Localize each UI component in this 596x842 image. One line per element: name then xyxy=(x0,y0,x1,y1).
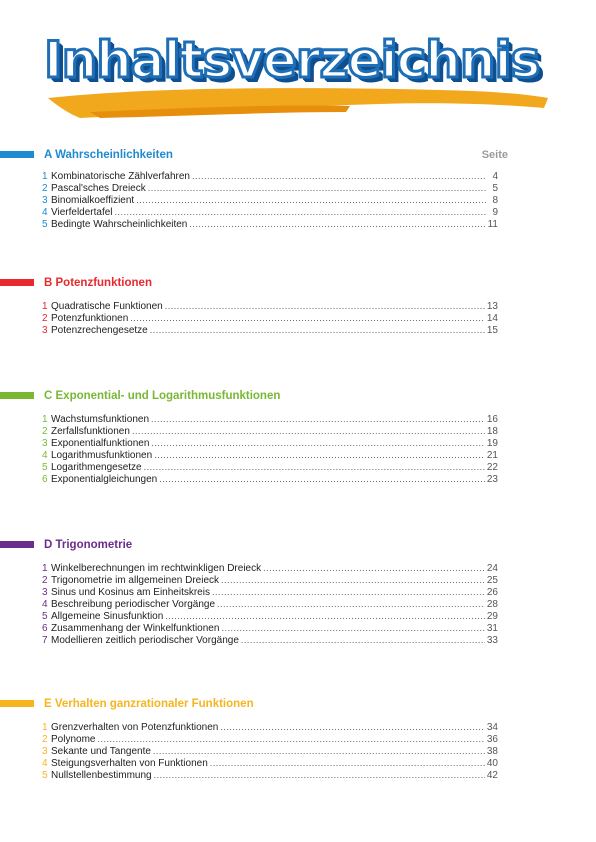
entry-label: Logarithmusfunktionen xyxy=(51,450,153,461)
entry-number: 5 xyxy=(42,611,48,622)
toc-entry[interactable] xyxy=(42,473,498,485)
section-header xyxy=(0,697,596,713)
entry-list xyxy=(0,413,596,485)
dot-leader xyxy=(130,312,485,324)
dot-leader xyxy=(165,300,485,312)
section-color-bar xyxy=(0,541,34,548)
section-color-bar xyxy=(0,392,34,399)
section-color-bar xyxy=(0,279,34,286)
entry-number: 6 xyxy=(42,474,48,485)
entry-number: 3 xyxy=(42,587,48,598)
entry-list xyxy=(0,170,596,230)
section-header xyxy=(0,389,596,405)
dot-leader xyxy=(241,634,485,646)
entry-page-number: 9 xyxy=(492,207,498,218)
toc-entry[interactable] xyxy=(42,733,498,745)
dot-leader xyxy=(153,745,485,757)
section-header xyxy=(0,276,596,292)
dot-leader xyxy=(97,733,484,745)
entry-label: Beschreibung periodischer Vorgänge xyxy=(51,599,215,610)
section-title: D Trigonometrie xyxy=(44,539,133,551)
toc-entry[interactable] xyxy=(42,586,498,598)
dot-leader xyxy=(159,473,485,485)
entry-page-number: 4 xyxy=(492,171,498,182)
toc-section xyxy=(0,276,596,336)
entry-label: Trigonometrie im allgemeinen Dreieck xyxy=(51,575,220,586)
toc-entry[interactable] xyxy=(42,610,498,622)
section-title: A Wahrscheinlichkeiten xyxy=(44,149,173,161)
entry-label: Sinus und Kosinus am Einheitskreis xyxy=(51,587,210,598)
entry-number: 3 xyxy=(42,438,48,449)
toc-entry[interactable] xyxy=(42,461,498,473)
entry-label: Exponentialfunktionen xyxy=(51,438,150,449)
entry-number: 5 xyxy=(42,219,48,230)
entry-page-number: 25 xyxy=(486,575,498,586)
entry-list xyxy=(0,562,596,646)
entry-label: Allgemeine Sinusfunktion xyxy=(51,611,164,622)
dot-leader xyxy=(151,413,485,425)
toc-entry[interactable] xyxy=(42,622,498,634)
entry-page-number: 24 xyxy=(486,563,498,574)
entry-number: 2 xyxy=(42,313,48,324)
entry-page-number: 34 xyxy=(486,722,498,733)
entry-label: Steigungsverhalten von Funktionen xyxy=(51,758,208,769)
toc-entry[interactable] xyxy=(42,437,498,449)
dot-leader xyxy=(220,721,485,733)
toc-entry[interactable] xyxy=(42,769,498,781)
toc-entry[interactable] xyxy=(42,300,498,312)
dot-leader xyxy=(115,206,486,218)
entry-number: 4 xyxy=(42,599,48,610)
entry-number: 4 xyxy=(42,758,48,769)
entry-page-number: 42 xyxy=(486,770,498,781)
entry-number: 4 xyxy=(42,207,48,218)
section-title: B Potenzfunktionen xyxy=(44,277,152,289)
entry-page-number: 29 xyxy=(486,611,498,622)
entry-page-number: 16 xyxy=(486,414,498,425)
entry-number: 4 xyxy=(42,450,48,461)
entry-number: 2 xyxy=(42,734,48,745)
toc-entry[interactable] xyxy=(42,312,498,324)
toc-entry[interactable] xyxy=(42,745,498,757)
toc-entry[interactable] xyxy=(42,206,498,218)
toc-entry[interactable] xyxy=(42,218,498,230)
entry-number: 6 xyxy=(42,623,48,634)
entry-label: Nullstellenbestimmung xyxy=(51,770,152,781)
entry-label: Potenzrechengesetze xyxy=(51,325,148,336)
dot-leader xyxy=(212,586,485,598)
dot-leader xyxy=(144,461,485,473)
entry-page-number: 19 xyxy=(486,438,498,449)
toc-section xyxy=(0,389,596,485)
dot-leader xyxy=(154,769,485,781)
toc-section xyxy=(0,148,596,230)
entry-label: Exponentialgleichungen xyxy=(51,474,158,485)
dot-leader xyxy=(192,170,486,182)
page-title: Inhaltsverzeichnis xyxy=(44,31,540,89)
dot-leader xyxy=(151,437,484,449)
dot-leader xyxy=(263,562,485,574)
toc-entry[interactable] xyxy=(42,182,498,194)
toc-entry[interactable] xyxy=(42,634,498,646)
entry-number: 1 xyxy=(42,301,48,312)
entry-label: Sekante und Tangente xyxy=(51,746,151,757)
entry-number: 3 xyxy=(42,746,48,757)
toc-entry[interactable] xyxy=(42,170,498,182)
toc-entry[interactable] xyxy=(42,562,498,574)
entry-label: Vierfeldertafel xyxy=(51,207,113,218)
entry-page-number: 21 xyxy=(486,450,498,461)
entry-label: Kombinatorische Zählverfahren xyxy=(51,171,190,182)
entry-number: 2 xyxy=(42,183,48,194)
toc-entry[interactable] xyxy=(42,324,498,336)
entry-number: 2 xyxy=(42,575,48,586)
entry-number: 2 xyxy=(42,426,48,437)
title-banner xyxy=(20,28,560,118)
dot-leader xyxy=(148,182,486,194)
entry-page-number: 22 xyxy=(486,462,498,473)
entry-label: Grenzverhalten von Potenzfunktionen xyxy=(51,722,219,733)
entry-label: Wachstumsfunktionen xyxy=(51,414,150,425)
entry-label: Potenzfunktionen xyxy=(51,313,129,324)
entry-label: Pascal'sches Dreieck xyxy=(51,183,146,194)
entry-list xyxy=(0,721,596,781)
dot-leader xyxy=(221,622,484,634)
entry-page-number: 23 xyxy=(486,474,498,485)
dot-leader xyxy=(136,194,486,206)
entry-number: 1 xyxy=(42,414,48,425)
entry-label: Binomialkoeffizient xyxy=(51,195,135,206)
entry-page-number: 26 xyxy=(486,587,498,598)
dot-leader xyxy=(150,324,485,336)
entry-label: Bedingte Wahrscheinlichkeiten xyxy=(51,219,188,230)
section-title: E Verhalten ganzrationaler Funktionen xyxy=(44,698,254,710)
dot-leader xyxy=(189,218,485,230)
dot-leader xyxy=(132,425,485,437)
entry-page-number: 11 xyxy=(487,219,498,230)
entry-page-number: 18 xyxy=(486,426,498,437)
entry-label: Zerfallsfunktionen xyxy=(51,426,130,437)
entry-page-number: 14 xyxy=(486,313,498,324)
section-title: C Exponential- und Logarithmusfunktionen xyxy=(44,390,281,402)
section-header xyxy=(0,148,596,164)
dot-leader xyxy=(217,598,485,610)
entry-number: 3 xyxy=(42,195,48,206)
entry-page-number: 31 xyxy=(486,623,498,634)
entry-label: Winkelberechnungen im rechtwinkligen Dreieck xyxy=(51,563,262,574)
entry-label: Zusammenhang der Winkelfunktionen xyxy=(51,623,220,634)
entry-number: 5 xyxy=(42,462,48,473)
entry-page-number: 13 xyxy=(486,301,498,312)
page-column-header: Seite xyxy=(481,149,508,161)
section-color-bar xyxy=(0,151,34,158)
entry-number: 1 xyxy=(42,171,48,182)
toc-entry[interactable] xyxy=(42,413,498,425)
entry-number: 1 xyxy=(42,722,48,733)
toc-entry[interactable] xyxy=(42,598,498,610)
entry-page-number: 5 xyxy=(492,183,498,194)
entry-page-number: 33 xyxy=(486,635,498,646)
entry-label: Polynome xyxy=(51,734,96,745)
entry-label: Quadratische Funktionen xyxy=(51,301,163,312)
section-color-bar xyxy=(0,700,34,707)
entry-page-number: 8 xyxy=(492,195,498,206)
toc-entry[interactable] xyxy=(42,194,498,206)
entry-page-number: 36 xyxy=(486,734,498,745)
toc-entry[interactable] xyxy=(42,574,498,586)
dot-leader xyxy=(154,449,485,461)
toc-section xyxy=(0,538,596,646)
entry-label: Logarithmengesetze xyxy=(51,462,142,473)
entry-number: 7 xyxy=(42,635,48,646)
entry-list xyxy=(0,300,596,336)
entry-number: 5 xyxy=(42,770,48,781)
toc-entry[interactable] xyxy=(42,449,498,461)
toc-entry[interactable] xyxy=(42,757,498,769)
dot-leader xyxy=(221,574,485,586)
entry-label: Modellieren zeitlich periodischer Vorgänge xyxy=(51,635,239,646)
entry-page-number: 40 xyxy=(486,758,498,769)
dot-leader xyxy=(165,610,485,622)
entry-page-number: 15 xyxy=(486,325,498,336)
dot-leader xyxy=(210,757,485,769)
toc-entry[interactable] xyxy=(42,425,498,437)
section-header xyxy=(0,538,596,554)
entry-number: 3 xyxy=(42,325,48,336)
entry-page-number: 38 xyxy=(486,746,498,757)
entry-page-number: 28 xyxy=(486,599,498,610)
entry-number: 1 xyxy=(42,563,48,574)
toc-entry[interactable] xyxy=(42,721,498,733)
toc-section xyxy=(0,697,596,781)
